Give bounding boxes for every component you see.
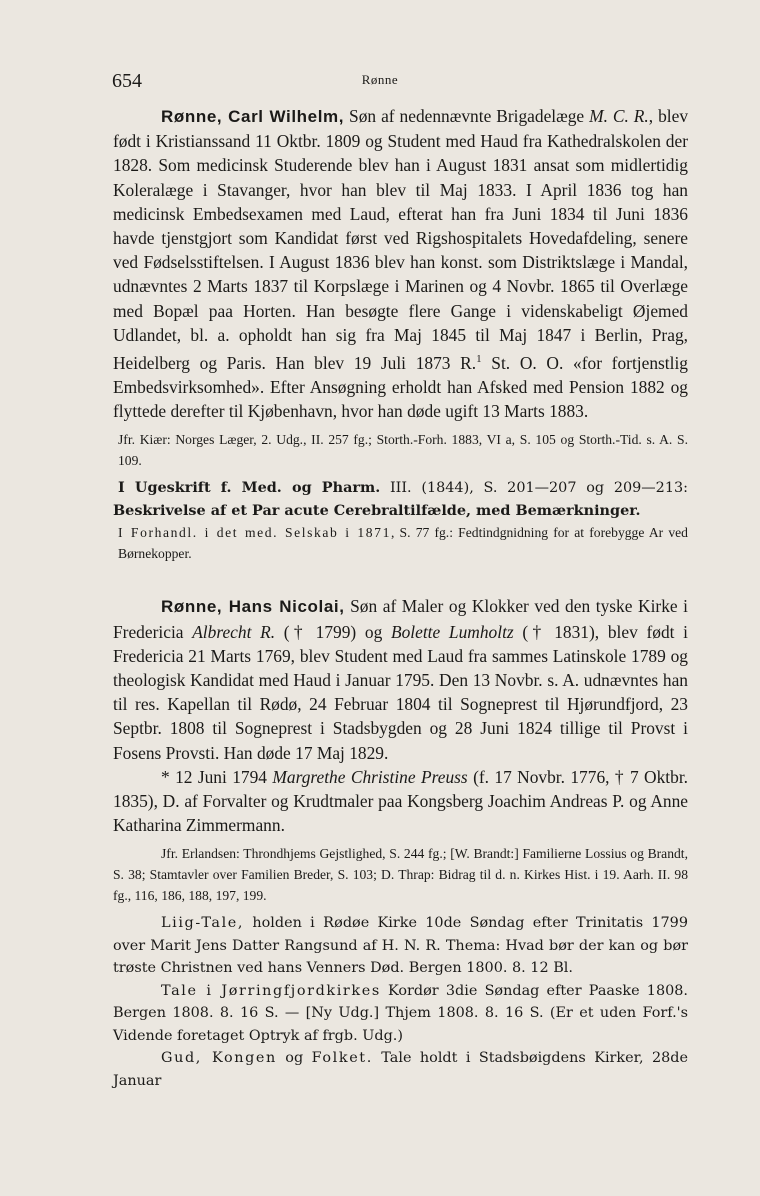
entry-biography: Rønne, Hans Nicolai, Søn af Maler og Klokker ved den tyske Kirke i Fredericia Albrecht R. († 1799) og Bolette Lumholtz († 1831), blev født i Fredericia 21 Marts 1769, blev Student med Laud fra sammes Latinskole 1789 og theologisk Kandidat med Haud i Januar 1795. Den 13 Novbr. s. A. udnævntes han til res. Kapellan til Rødø, 24 Februar 1804 til Sogneprest til Hjørundfjord, 23 Septbr. 1808 til Sogneprest i Stadsbygden og 28 Juni 1824 tillige til Provst i Fosens Provsti. Han døde 17 Maj 1829. [113, 596, 688, 763]
entry-works: I Ugeskrift f. Med. og Pharm. III. (1844), S. 201—207 og 209—213: Beskrivelse af et Par acute Cerebraltilfælde, med Bemærkninger. [113, 479, 688, 519]
entry-works-2: Tale i Jørringfjordkirkes Kordør 3die Søndag efter Paaske 1808. Bergen 1808. 8. 16 S. — [Ny Udg.] Thjem 1808. 8. 16 S. (Er et uden Forf.'s Vidende foretaget Optryk af frgb. Udg.) [113, 982, 688, 1044]
footnote-marker: 1 [476, 353, 482, 366]
page-number: 654 [112, 70, 142, 92]
page-content [113, 104, 688, 1092]
entry-name: Rønne, Carl Wilhelm, [161, 107, 345, 126]
entry-works-2: I Forhandl. i det med. Selskab i 1871, S. 77 fg.: Fedtindgnidning for at forebygge Ar ved Børnekopper. [118, 525, 688, 562]
entry-name: Rønne, Hans Nicolai, [161, 597, 345, 617]
entry-sources: Jfr. Kiær: Norges Læger, 2. Udg., II. 257 fg.; Storth.-Forh. 1883, VI a, S. 105 og Storth.-Tid. s. A. S. 109. [118, 432, 688, 469]
entry-hans-nicolai [113, 594, 688, 1092]
entry-works-3: Gud, Kongen og Folket. Tale holdt i Stadsbøigdens Kirker, 28de Januar [113, 1050, 688, 1089]
page-header [0, 64, 760, 94]
entry-works-1: Liig-Tale, holden i Rødøe Kirke 10de Søndag efter Trinitatis 1799 over Marit Jens Datter Rangsund af H. N. R. Thema: Hvad bør der kan og bør trøste Christnen ved hans Venners Død. Bergen 1800. 8. 12 Bl. [113, 915, 688, 977]
running-head: Rønne [361, 72, 399, 87]
entry-carl-wilhelm [113, 104, 688, 564]
entry-sources: Jfr. Erlandsen: Throndhjems Gejstlighed, S. 244 fg.; [W. Brandt:] Familierne Lossius og Brandt, S. 38; Stamtavler over Familien Breder, S. 103; D. Thrap: Bidrag til d. n. Kirkes Hist. i 19. Aarh. II. 98 fg., 116, 186, 188, 197, 199. [113, 846, 688, 904]
entry-biography: Rønne, Carl Wilhelm, Søn af nedennævnte Brigadelæge M. C. R., blev født i Kristianssand 11 Oktbr. 1809 og Student med Haud fra Kathedralskolen der 1828. Som medicinsk Studerende blev han i August 1831 ansat som midlertidig Koleralæge i Stavanger, hvor han blev til Maj 1833. I April 1836 tog han medicinsk Embedsexamen med Laud, efterat han fra Juni 1834 til Juni 1836 havde tjenstgjort som Kandidat først ved Rigshospitalets Hovedafdeling, senere ved Fødselsstiftelsen. I August 1836 blev han konst. som Distriktslæge i Mandal, udnævntes 2 Marts 1837 til Korpslæge i Marinen og 4 Novbr. 1865 til Overlæge med Bopæl paa Horten. Han besøgte flere Gange i videnskabeligt Øjemed Udlandet, bl. a. opholdt han sig fra Maj 1845 til Maj 1847 i Berlin, Prag, Heidelberg og Paris. Han blev 19 Juli 1873 R.$^1$ St. O. O. «for fortjenstlig Embedsvirksomhed». Efter Ansøgning erholdt han Afsked med Pension 1882 og flyttede derefter til Kjøbenhavn, hvor han døde ugift 13 Marts 1883. [113, 106, 689, 422]
entry-marriage: * 12 Juni 1794 Margrethe Christine Preuss (f. 17 Novbr. 1776, † 7 Oktbr. 1835), D. af Forvalter og Krudtmaler paa Kongsberg Joachim Andreas P. og Anne Katharina Zimmermann. [113, 766, 689, 836]
